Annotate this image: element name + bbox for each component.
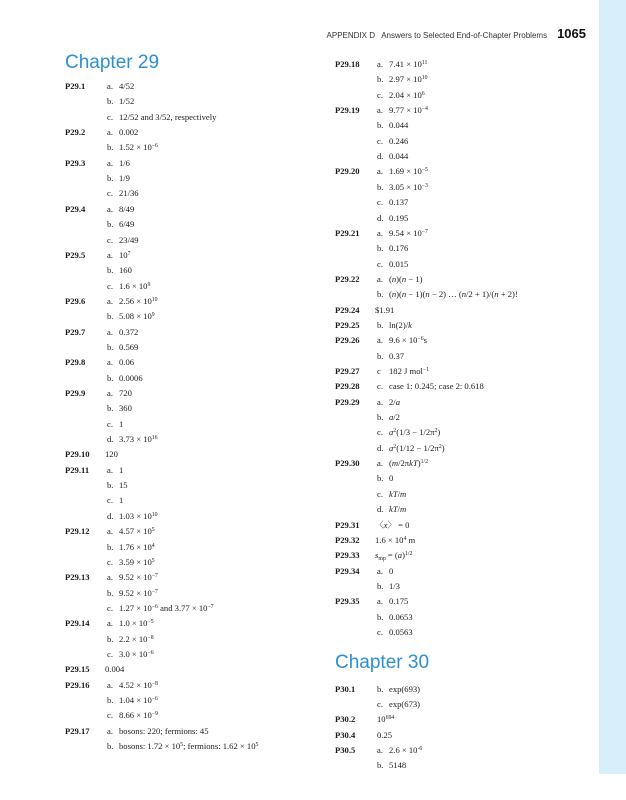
problem-number: P29.27 bbox=[335, 366, 360, 376]
part-letter: b. bbox=[377, 412, 384, 423]
answer-value: 12/52 and 3/52, respectively bbox=[119, 111, 217, 122]
part-letter: a. bbox=[107, 326, 113, 337]
answer-value: 0 bbox=[389, 565, 394, 576]
answer-value: $1.27 \times 10^{-6}$ and $3.77 \times 10^{-7}$ bbox=[119, 602, 214, 613]
answer-value: 0 bbox=[389, 473, 394, 484]
answer-value: 1 bbox=[119, 495, 124, 506]
part-letter: c. bbox=[377, 258, 383, 269]
problem-number: P29.13 bbox=[65, 572, 90, 583]
problem-number: P29.35 bbox=[335, 596, 360, 607]
answer-value: bosons: $1.72 \times 10^5$; fermions: $1.62 \times 10^5$ bbox=[119, 741, 259, 752]
part-letter: a. bbox=[377, 458, 383, 469]
answer-value: $3.0 \times 10^{-6}$ bbox=[119, 648, 154, 659]
problem-number: P29.29 bbox=[335, 396, 360, 407]
part-letter: b. bbox=[107, 695, 114, 705]
part-letter: d. bbox=[107, 510, 114, 521]
answer-value: 0.246 bbox=[389, 135, 409, 146]
answer-value: $1.03 \times 10^{10}$ bbox=[119, 510, 158, 521]
part-letter: a. bbox=[377, 227, 383, 238]
problem-number: P29.18 bbox=[335, 59, 360, 69]
answer-value: 120 bbox=[105, 449, 118, 460]
answer-value: case 1: 0.245; case 2: 0.618 bbox=[389, 381, 484, 392]
part-letter: a. bbox=[107, 295, 113, 306]
answer-value: kT/m bbox=[389, 504, 407, 515]
problem-number: P29.19 bbox=[335, 105, 360, 116]
answer-value: $3.05 \times 10^{-3}$ bbox=[389, 181, 428, 192]
part-letter: b. bbox=[107, 587, 114, 598]
problem-number: P29.15 bbox=[65, 664, 90, 675]
part-letter: a. bbox=[107, 157, 113, 168]
part-letter: b. bbox=[107, 372, 114, 383]
answer-value: ln(2)/k bbox=[389, 319, 412, 330]
answer-value: $2.56 \times 10^{10}$ bbox=[119, 295, 158, 306]
answer-value: 0.37 bbox=[389, 350, 405, 361]
answer-value: $s_{mp} = (a)^{1/2}$ bbox=[375, 550, 413, 563]
part-letter: a. bbox=[377, 59, 383, 69]
answer-value: 4/52 bbox=[119, 81, 135, 91]
problem-number: P29.4 bbox=[65, 203, 86, 214]
answer-value: $1.91 bbox=[375, 304, 395, 315]
answer-value: 0.002 bbox=[119, 127, 139, 138]
part-letter: c. bbox=[107, 418, 113, 429]
problem-number: P29.21 bbox=[335, 227, 360, 238]
part-letter: a. bbox=[107, 572, 113, 583]
answer-value: $2.97 \times 10^{10}$ bbox=[389, 74, 428, 85]
problem-number: P29.7 bbox=[65, 326, 86, 337]
part-letter: a. bbox=[377, 565, 383, 576]
part-letter: b. bbox=[107, 541, 114, 552]
answer-value: $1.69 \times 10^{-5}$ bbox=[389, 166, 428, 177]
answer-value: 160 bbox=[119, 265, 132, 276]
answer-value: 2/a bbox=[389, 396, 400, 407]
running-header bbox=[327, 26, 586, 41]
part-letter: a. bbox=[377, 166, 383, 177]
answer-value: 5148 bbox=[389, 760, 407, 770]
answer-value: $2.04 \times 10^6$ bbox=[389, 89, 425, 100]
answer-value: 0.195 bbox=[389, 212, 409, 223]
part-letter: a. bbox=[107, 81, 113, 91]
problem-number: P29.24 bbox=[335, 304, 360, 315]
answer-value: 0.569 bbox=[119, 341, 139, 352]
part-letter: b. bbox=[377, 760, 384, 770]
problem-number: P30.1 bbox=[335, 684, 356, 694]
part-letter: c. bbox=[107, 556, 113, 567]
part-letter: a. bbox=[107, 725, 113, 736]
part-letter: b. bbox=[107, 741, 114, 752]
problem-number: P29.3 bbox=[65, 157, 86, 168]
part-letter: a. bbox=[377, 273, 383, 284]
problem-number: P29.9 bbox=[65, 388, 86, 398]
answer-value: $1.04 \times 10^{-6}$ bbox=[119, 695, 158, 705]
part-letter: d. bbox=[377, 504, 384, 515]
answer-value: $1.52 \times 10^{-6}$ bbox=[119, 142, 158, 153]
part-letter: b. bbox=[377, 74, 384, 85]
part-letter: c. bbox=[377, 197, 383, 208]
problem-number: P29.33 bbox=[335, 550, 360, 561]
answer-value: 0.044 bbox=[389, 151, 409, 162]
answer-value: $9.54 \times 10^{-7}$ bbox=[389, 227, 428, 238]
part-letter: b. bbox=[377, 243, 384, 254]
answer-value: $(m/2\pi kT)^{1/2}$ bbox=[389, 458, 429, 469]
problem-number: P29.11 bbox=[65, 464, 90, 475]
side-tab bbox=[599, 0, 626, 774]
part-letter: a. bbox=[107, 464, 113, 475]
answer-value: $1.76 \times 10^4$ bbox=[119, 541, 155, 552]
part-letter: c. bbox=[107, 111, 113, 122]
answer-value: 0.0006 bbox=[119, 372, 143, 383]
answer-value: kT/m bbox=[389, 488, 407, 499]
answer-value: 182 J mol$^{-1}$ bbox=[389, 366, 430, 376]
part-letter: a. bbox=[107, 618, 113, 629]
part-letter: a. bbox=[377, 744, 383, 755]
problem-number: P29.22 bbox=[335, 273, 360, 284]
part-letter: d. bbox=[377, 442, 384, 453]
answer-value: $3.73 \times 10^{16}$ bbox=[119, 434, 158, 445]
chapter-29-title: Chapter 29 bbox=[65, 52, 160, 73]
problem-number: P29.30 bbox=[335, 458, 360, 469]
problem-number: P29.25 bbox=[335, 319, 360, 330]
part-letter: b. bbox=[107, 403, 114, 414]
answer-value: (n)(n − 1) bbox=[389, 273, 423, 284]
answer-value: $9.52 \times 10^{-7}$ bbox=[119, 572, 158, 583]
answer-value: 0.004 bbox=[105, 664, 125, 675]
answer-value: $4.52 \times 10^{-8}$ bbox=[119, 679, 158, 690]
problem-number: P29.31 bbox=[335, 519, 360, 530]
answer-value: 0.06 bbox=[119, 357, 135, 368]
answer-value: 720 bbox=[119, 388, 132, 398]
part-letter: a. bbox=[377, 396, 383, 407]
problem-number: P29.17 bbox=[65, 725, 90, 736]
part-letter: b. bbox=[107, 219, 114, 230]
answer-value: 1 bbox=[119, 464, 124, 475]
part-letter: b. bbox=[107, 480, 114, 491]
answer-value: 1/9 bbox=[119, 173, 130, 184]
part-letter: b. bbox=[107, 341, 114, 352]
part-letter: a. bbox=[377, 335, 383, 346]
answer-value: $1.0 \times 10^{-5}$ bbox=[119, 618, 154, 629]
part-letter: c. bbox=[377, 89, 383, 100]
part-letter: c. bbox=[377, 699, 383, 710]
problem-number: P29.6 bbox=[65, 295, 86, 306]
problem-number: P29.26 bbox=[335, 335, 360, 346]
part-letter: a. bbox=[107, 679, 113, 690]
problem-number: P29.1 bbox=[65, 81, 86, 91]
part-letter: c. bbox=[107, 188, 113, 199]
part-letter: b. bbox=[377, 684, 384, 694]
problem-number: P29.8 bbox=[65, 357, 86, 368]
part-letter: b. bbox=[377, 580, 384, 591]
answer-value: 0.044 bbox=[389, 120, 409, 131]
part-letter: c. bbox=[107, 648, 113, 659]
answer-value: (n)(n − 1)(n − 2) … (n/2 + 1)/(n + 2)! bbox=[389, 289, 518, 300]
answer-value: $10^7$ bbox=[119, 249, 131, 260]
problem-number: P29.34 bbox=[335, 565, 360, 576]
page-number: 1065 bbox=[557, 26, 586, 41]
part-letter: a. bbox=[107, 526, 113, 537]
answer-value: $1.6 \times 10^9$ bbox=[119, 280, 151, 291]
answer-value: $9.6 \times 10^{-6}s$ bbox=[389, 335, 428, 346]
part-letter: b. bbox=[377, 473, 384, 484]
problem-number: P29.12 bbox=[65, 526, 90, 537]
answer-value: $9.77 \times 10^{-4}$ bbox=[389, 105, 428, 116]
answer-value: $7.41 \times 10^{11}$ bbox=[389, 59, 428, 69]
answer-value: 8/49 bbox=[119, 203, 135, 214]
part-letter: c. bbox=[107, 234, 113, 245]
part-letter: b. bbox=[377, 611, 384, 622]
part-letter: b. bbox=[107, 311, 114, 322]
part-letter: c. bbox=[377, 427, 383, 438]
answer-value: 0.176 bbox=[389, 243, 409, 254]
problem-number: P29.5 bbox=[65, 249, 86, 260]
answer-value: 〈x〉 = 0 bbox=[375, 519, 410, 530]
part-letter: a. bbox=[377, 105, 383, 116]
chapter-30-title: Chapter 30 bbox=[335, 652, 430, 673]
part-letter: a. bbox=[377, 596, 383, 607]
answer-value: $4.57 \times 10^5$ bbox=[119, 526, 155, 537]
problem-number: P30.2 bbox=[335, 714, 356, 725]
problem-number: P29.2 bbox=[65, 127, 86, 138]
answer-value: $10^{694}$ bbox=[377, 714, 395, 725]
answer-value: 1/6 bbox=[119, 157, 130, 168]
problem-number: P29.32 bbox=[335, 534, 360, 545]
answer-value: $a^2(1/3 - 1/2\pi^2)$ bbox=[389, 427, 441, 438]
part-letter: b. bbox=[107, 96, 114, 107]
part-letter: d. bbox=[377, 212, 384, 223]
part-letter: c. bbox=[107, 710, 113, 721]
answer-value: $2.2 \times 10^{-8}$ bbox=[119, 633, 154, 644]
answer-value: exp(673) bbox=[389, 699, 421, 710]
problem-number: P29.14 bbox=[65, 618, 90, 629]
problem-number: P29.10 bbox=[65, 449, 90, 460]
part-letter: b. bbox=[377, 181, 384, 192]
answer-value: $5.08 \times 10^9$ bbox=[119, 311, 155, 322]
part-letter: a. bbox=[107, 203, 113, 214]
part-letter: c. bbox=[377, 626, 383, 637]
part-letter: b. bbox=[107, 173, 114, 184]
part-letter: d. bbox=[107, 434, 114, 445]
answer-value: $3.59 \times 10^5$ bbox=[119, 556, 155, 567]
part-letter: a. bbox=[107, 388, 113, 398]
part-letter: b. bbox=[107, 265, 114, 276]
part-letter: a. bbox=[107, 127, 113, 138]
answer-value: $9.52 \times 10^{-7}$ bbox=[119, 587, 158, 598]
answer-value: 23/49 bbox=[119, 234, 139, 245]
part-letter: b. bbox=[107, 633, 114, 644]
part-letter: c. bbox=[107, 495, 113, 506]
part-letter: b. bbox=[377, 350, 384, 361]
answer-value: 0.015 bbox=[389, 258, 409, 269]
answer-value: 360 bbox=[119, 403, 132, 414]
problem-number: P30.5 bbox=[335, 744, 356, 755]
answer-value: 0.0563 bbox=[389, 626, 413, 637]
part-letter: a. bbox=[107, 357, 113, 368]
answer-value: 15 bbox=[119, 480, 128, 491]
part-letter: a. bbox=[107, 249, 113, 260]
answer-value: 21/36 bbox=[119, 188, 139, 199]
answer-value: $2.6 \times 10^{-6}$ bbox=[389, 744, 423, 755]
answer-value: 6/49 bbox=[119, 219, 135, 230]
part-letter: b. bbox=[377, 289, 384, 300]
answer-value: exp(693) bbox=[389, 684, 421, 694]
header-text: APPENDIX D Answers to Selected End-of-Chapter Problems bbox=[326, 31, 548, 40]
answer-value: 1/3 bbox=[389, 580, 400, 591]
answer-value: $1.6 \times 10^4$ m bbox=[375, 534, 416, 545]
part-letter: c bbox=[377, 366, 381, 376]
part-letter: c. bbox=[107, 280, 113, 291]
part-letter: d. bbox=[377, 151, 384, 162]
answer-value: 0.372 bbox=[119, 326, 139, 337]
part-letter: c. bbox=[107, 602, 113, 613]
problem-number: P29.16 bbox=[65, 679, 90, 690]
problem-number: P29.20 bbox=[335, 166, 360, 177]
problem-number: P29.28 bbox=[335, 381, 360, 392]
part-letter: c. bbox=[377, 381, 383, 392]
part-letter: b. bbox=[107, 142, 114, 153]
answer-value: $a^2(1/12 - 1/2\pi^2)$ bbox=[389, 442, 445, 453]
answer-value: 0.25 bbox=[377, 729, 393, 740]
answer-value: 0.137 bbox=[389, 197, 409, 208]
answer-value: 0.0653 bbox=[389, 611, 413, 622]
problem-number: P30.4 bbox=[335, 729, 356, 740]
part-letter: c. bbox=[377, 488, 383, 499]
answer-value: 1 bbox=[119, 418, 124, 429]
part-letter: b. bbox=[377, 120, 384, 131]
answer-value: 0.175 bbox=[389, 596, 409, 607]
answer-value: $8.66 \times 10^{-9}$ bbox=[119, 710, 158, 721]
part-letter: b. bbox=[377, 319, 384, 330]
answer-value: bosons: 220; fermions: 45 bbox=[119, 725, 209, 736]
answer-value: a/2 bbox=[389, 412, 400, 423]
part-letter: c. bbox=[377, 135, 383, 146]
answer-value: 1/52 bbox=[119, 96, 135, 107]
